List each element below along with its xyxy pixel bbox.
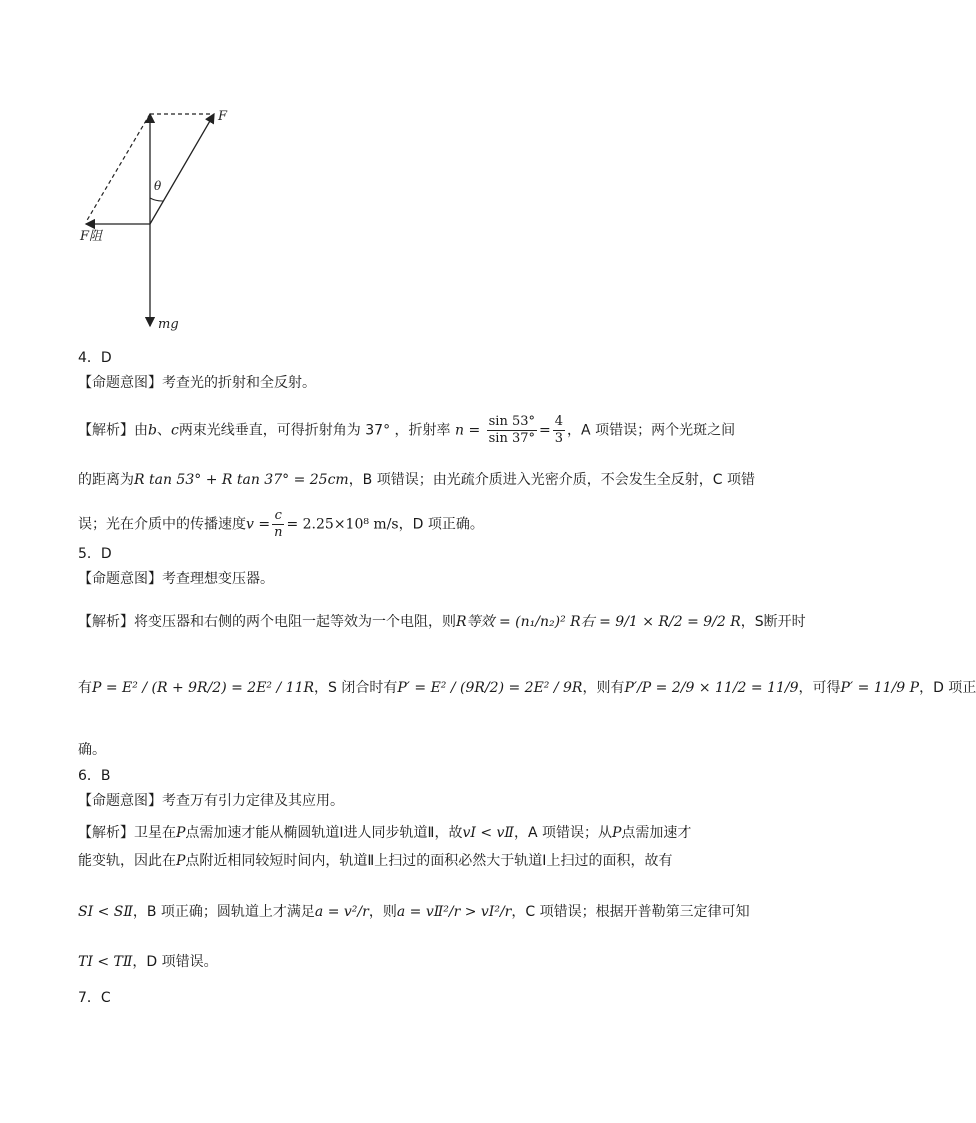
q7-answer: 7．C [78,990,111,1006]
text: ，D 项错误。 [132,954,218,970]
text: ，D 项正 [919,680,976,696]
text: ，S断开时 [740,614,806,630]
text: 的距离为 [78,472,134,488]
q5-answer: 5．D [78,546,112,562]
formula: vⅠ < vⅡ [462,825,514,841]
text: ，A 项错误；从 [513,825,612,841]
var-n: n = [454,422,481,439]
formula-s: SⅠ < SⅡ [78,904,133,920]
fraction-sin [487,414,537,447]
text: 【解析】由 [78,422,148,439]
formula-t: TⅠ < TⅡ [78,954,133,970]
text: 、 [156,422,171,439]
text: ，可得 [798,680,841,696]
text: ，S 闭合时有 [314,680,398,696]
denominator: 3 [554,431,564,446]
text: ，则 [368,904,397,920]
denominator: sin 37° [488,431,536,446]
var-p: P [611,825,622,841]
q6-intent: 【命题意图】考查万有引力定律及其应用。 [78,793,344,809]
formula-result: P′ = 11/9 P [840,680,920,696]
denominator: n [274,525,283,540]
text: 误；光在介质中的传播速度 [78,516,246,533]
label-f: F [218,109,228,124]
q4-analysis-line1 [78,414,735,447]
numerator: c [272,508,284,525]
fraction-4-3 [553,414,565,447]
q6-answer: 6．B [78,768,111,784]
formula-p: P = E² / (R + 9R/2) = 2E² / 11R [92,680,315,696]
q5-analysis-line2 [78,678,976,698]
label-theta: θ [154,179,162,193]
f-arrow [150,114,214,224]
formula-p-prime: P′ = E² / (9R/2) = 2E² / 9R [397,680,583,696]
text: ，D 项正确。 [398,516,484,533]
text: ，A 项错误；两个光斑之间 [567,422,736,439]
q6-analysis-line1 [78,823,691,843]
text: 点附近相同较短时间内，轨道Ⅱ上扫过的面积必然大于轨道Ⅰ上扫过的面积，故有 [185,853,673,869]
text: 有 [78,680,92,696]
text: ，B 项正确；圆轨道上才满足 [132,904,315,920]
q4-analysis-line3 [78,508,484,541]
theta-arc [150,198,163,201]
q4-analysis-line2 [78,470,755,490]
numerator: sin 53° [488,414,536,429]
text: 【解析】将变压器和右侧的两个电阻一起等效为一个电阻，则 [78,614,456,630]
text: ，C 项错误；根据开普勒第三定律可知 [511,904,750,920]
q6-analysis-line3 [78,902,750,922]
q4-intent: 【命题意图】考查光的折射和全反射。 [78,375,316,391]
var-v: v = [246,516,271,533]
var-c: c [170,422,179,439]
text: ，则有 [582,680,625,696]
formula-a-compare: a = vⅡ²/r > vⅠ²/r [396,904,512,920]
q4-answer: 4．D [78,350,112,366]
text: 两束光线垂直，可得折射角为 37° ，折射率 [178,422,451,439]
numerator: 4 [554,414,564,429]
text: 【解析】卫星在 [78,825,176,841]
var-p: P [176,853,186,869]
q6-analysis-line4 [78,952,218,972]
var-b: b [148,422,157,439]
fraction-c-n [272,508,284,541]
label-f-zu [79,229,104,244]
q5-analysis-line1 [78,612,806,632]
var-p: P [176,825,186,841]
equals: = [539,422,551,439]
label-mg: mg [158,317,179,332]
text: 点需加速才能从椭圆轨道Ⅰ进人同步轨道Ⅱ，故 [185,825,463,841]
formula-ratio: P′/P = 2/9 × 11/2 = 11/9 [624,680,799,696]
force-diagram [70,100,290,340]
dashed-left [86,114,150,222]
text: 能变轨，因此在 [78,853,176,869]
text: ，B 项错误；由光疏介质进入光密介质，不会发生全反射，C 项错 [348,472,755,488]
formula: R等效 = (n₁/n₂)² R右 = 9/1 × R/2 = 9/2 R [456,614,741,630]
formula-a: a = v²/r [314,904,369,920]
formula: R tan 53° + R tan 37° = 25cm [134,472,349,488]
label-f-zu-text: F阻 [80,229,103,244]
q5-intent: 【命题意图】考查理想变压器。 [78,571,274,587]
formula: = 2.25×10⁸ m/s [286,516,399,533]
q5-analysis-line3: 确。 [78,742,106,758]
q6-analysis-line2 [78,851,672,871]
text: 点需加速才 [621,825,692,841]
